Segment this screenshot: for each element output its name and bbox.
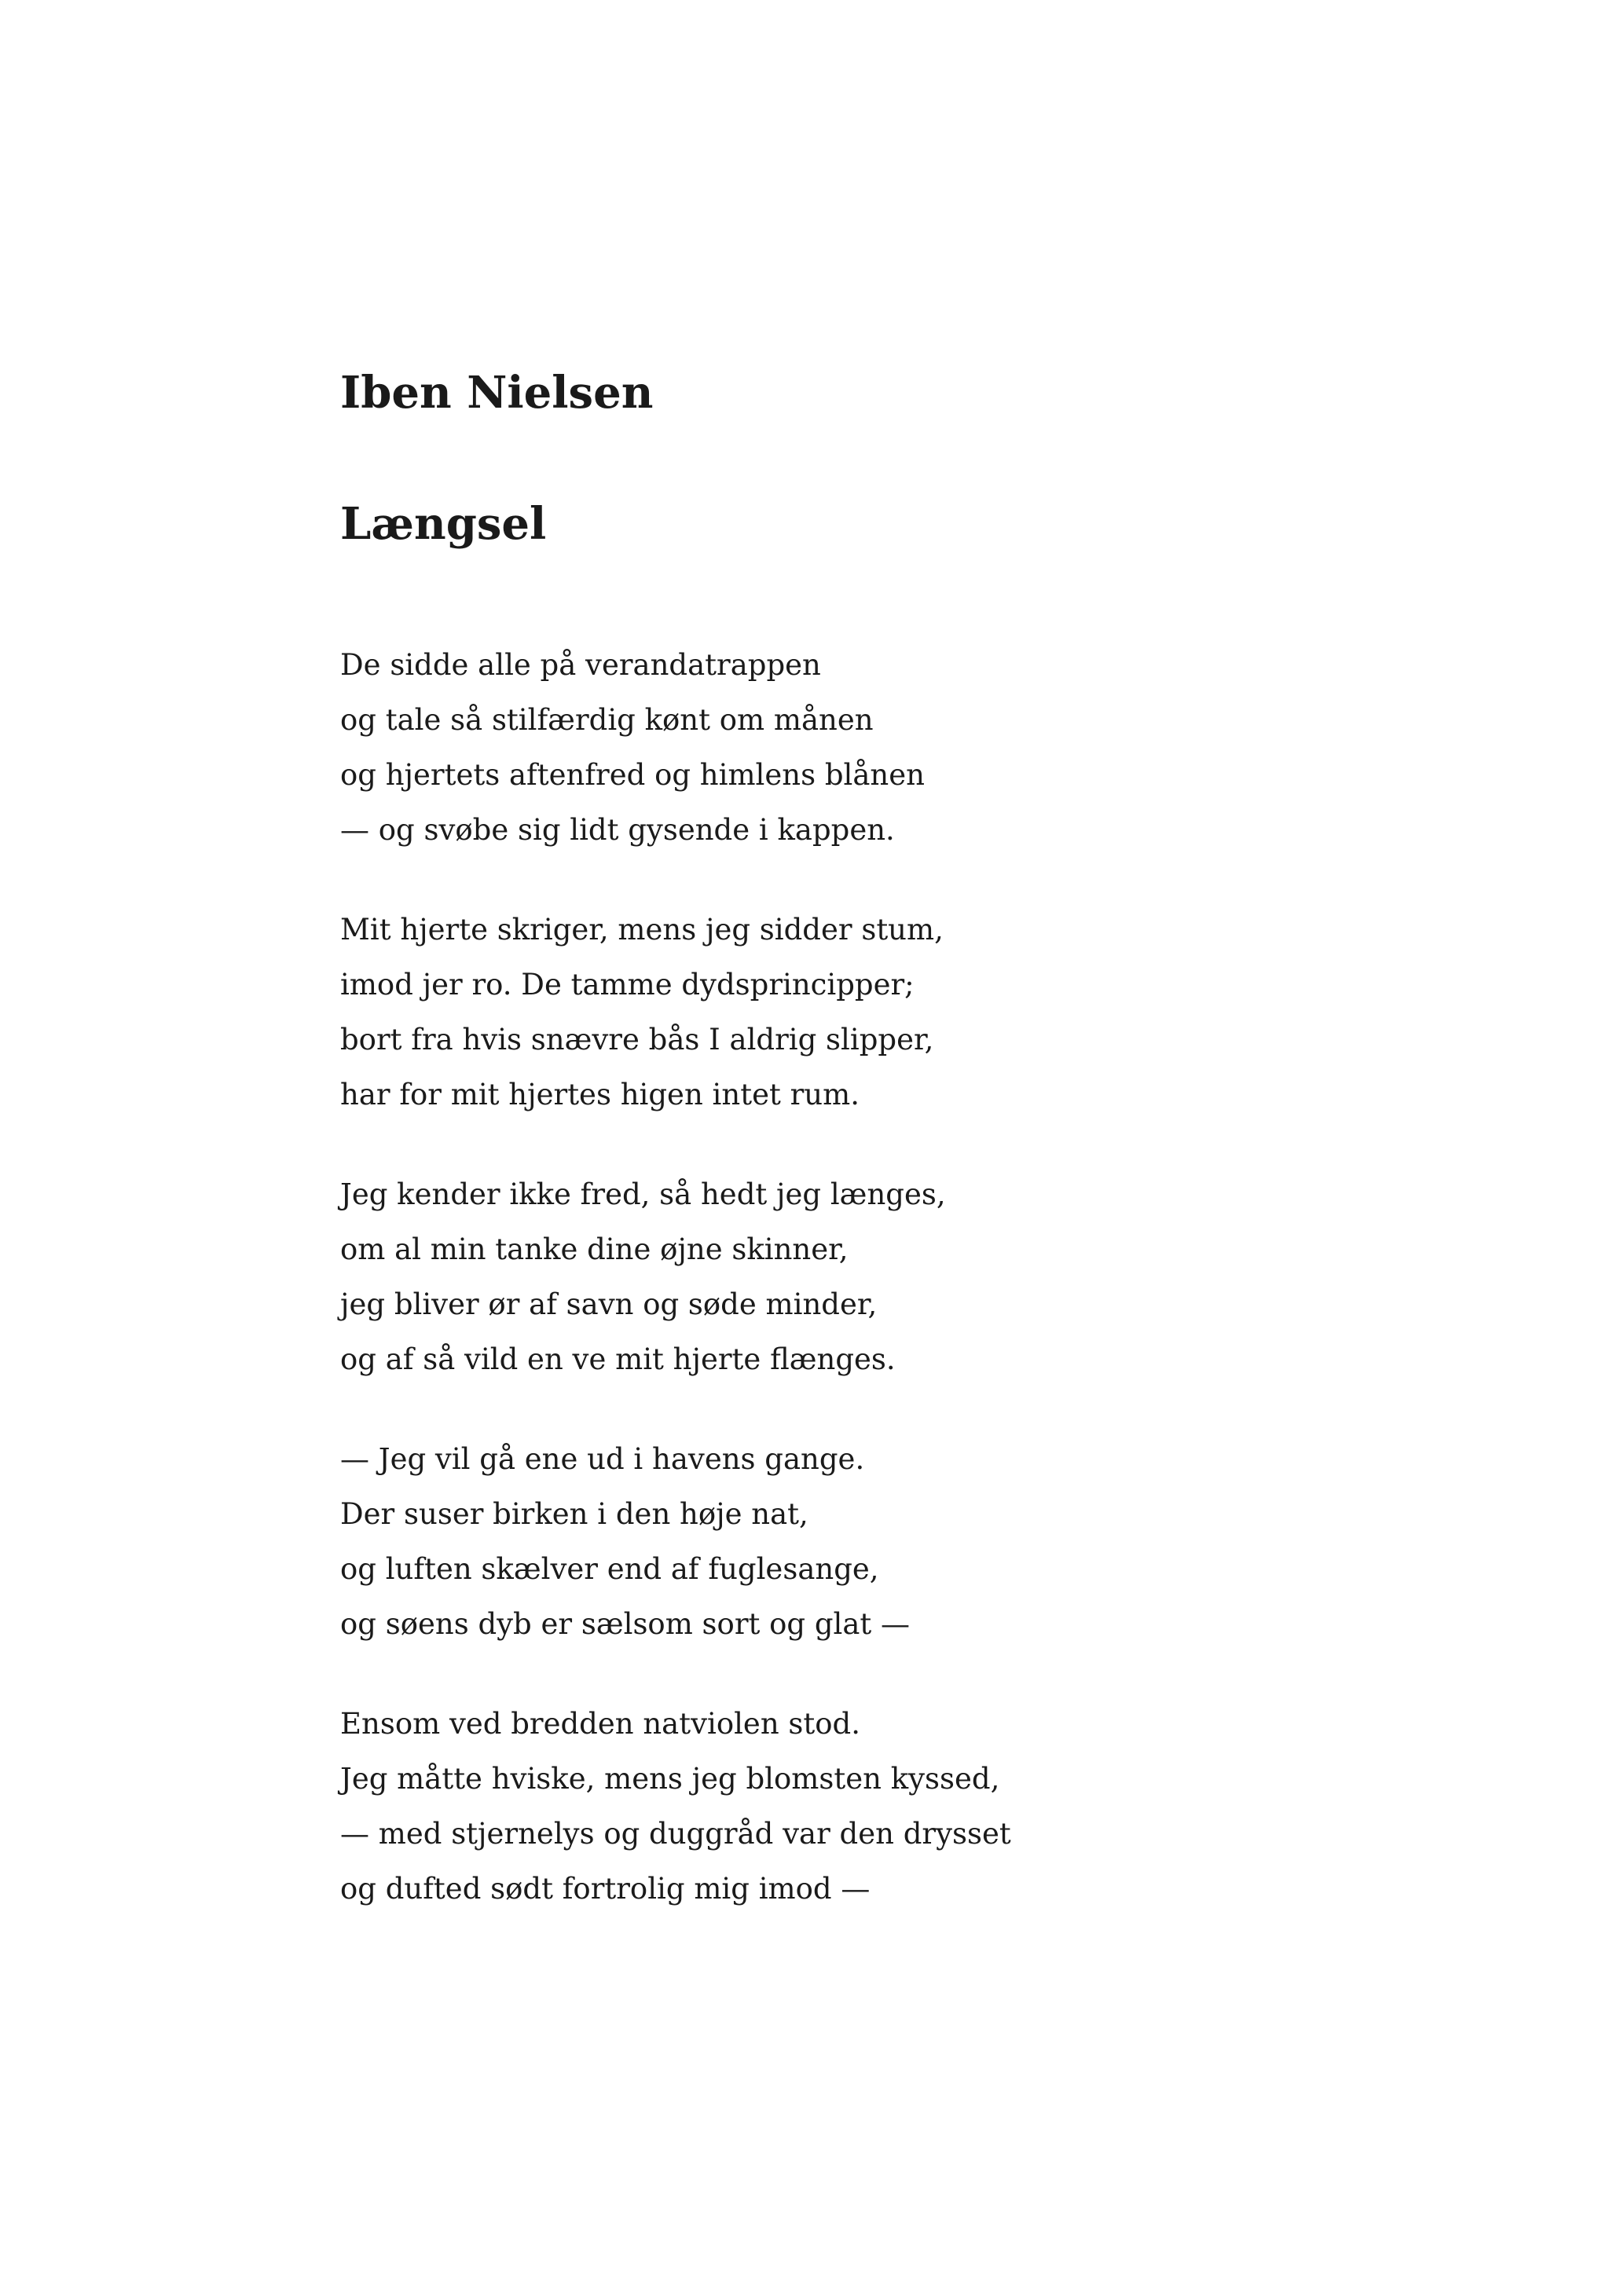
poem-line: Mit hjerte skriger, mens jeg sidder stum, <box>340 913 944 947</box>
stanza <box>340 1432 1440 1652</box>
poem-line: Der suser birken i den høje nat, <box>340 1497 808 1531</box>
poem-line: bort fra hvis snævre bås I aldrig slipper, <box>340 1023 934 1056</box>
author-name: Iben Nielsen <box>340 367 654 419</box>
poem-body <box>340 638 1440 1961</box>
poem-line: og søens dyb er sælsom sort og glat — <box>340 1607 911 1641</box>
poem-line: jeg bliver ør af savn og søde minder, <box>340 1287 878 1321</box>
poem-line: og af så vild en ve mit hjerte flænges. <box>340 1342 896 1376</box>
poem-line: — Jeg vil gå ene ud i havens gange. <box>340 1442 865 1476</box>
stanza <box>340 903 1440 1122</box>
stanza <box>340 1167 1440 1387</box>
poem-line: og luften skælver end af fuglesange, <box>340 1552 879 1586</box>
poem-line: og hjertets aftenfred og himlens blånen <box>340 758 925 792</box>
poem-line: — og svøbe sig lidt gysende i kappen. <box>340 813 895 847</box>
poem-line: Ensom ved bredden natviolen stod. <box>340 1707 860 1741</box>
poem-line: Jeg kender ikke fred, så hedt jeg længes, <box>340 1177 946 1211</box>
poem-line: og dufted sødt fortrolig mig imod — <box>340 1872 871 1906</box>
stanza <box>340 1697 1440 1917</box>
poem-line: om al min tanke dine øjne skinner, <box>340 1232 849 1266</box>
poem-line: — med stjernelys og duggråd var den drysset <box>340 1817 1011 1851</box>
poem-line: De sidde alle på verandatrappen <box>340 648 821 682</box>
stanza <box>340 638 1440 858</box>
poem-line: har for mit hjertes higen intet rum. <box>340 1078 860 1111</box>
poem-title: Længsel <box>340 498 547 550</box>
poem-line: Jeg måtte hviske, mens jeg blomsten kyssed, <box>340 1762 1000 1796</box>
poem-line: og tale så stilfærdig kønt om månen <box>340 703 874 737</box>
poem-line: imod jer ro. De tamme dydsprincipper; <box>340 968 915 1002</box>
